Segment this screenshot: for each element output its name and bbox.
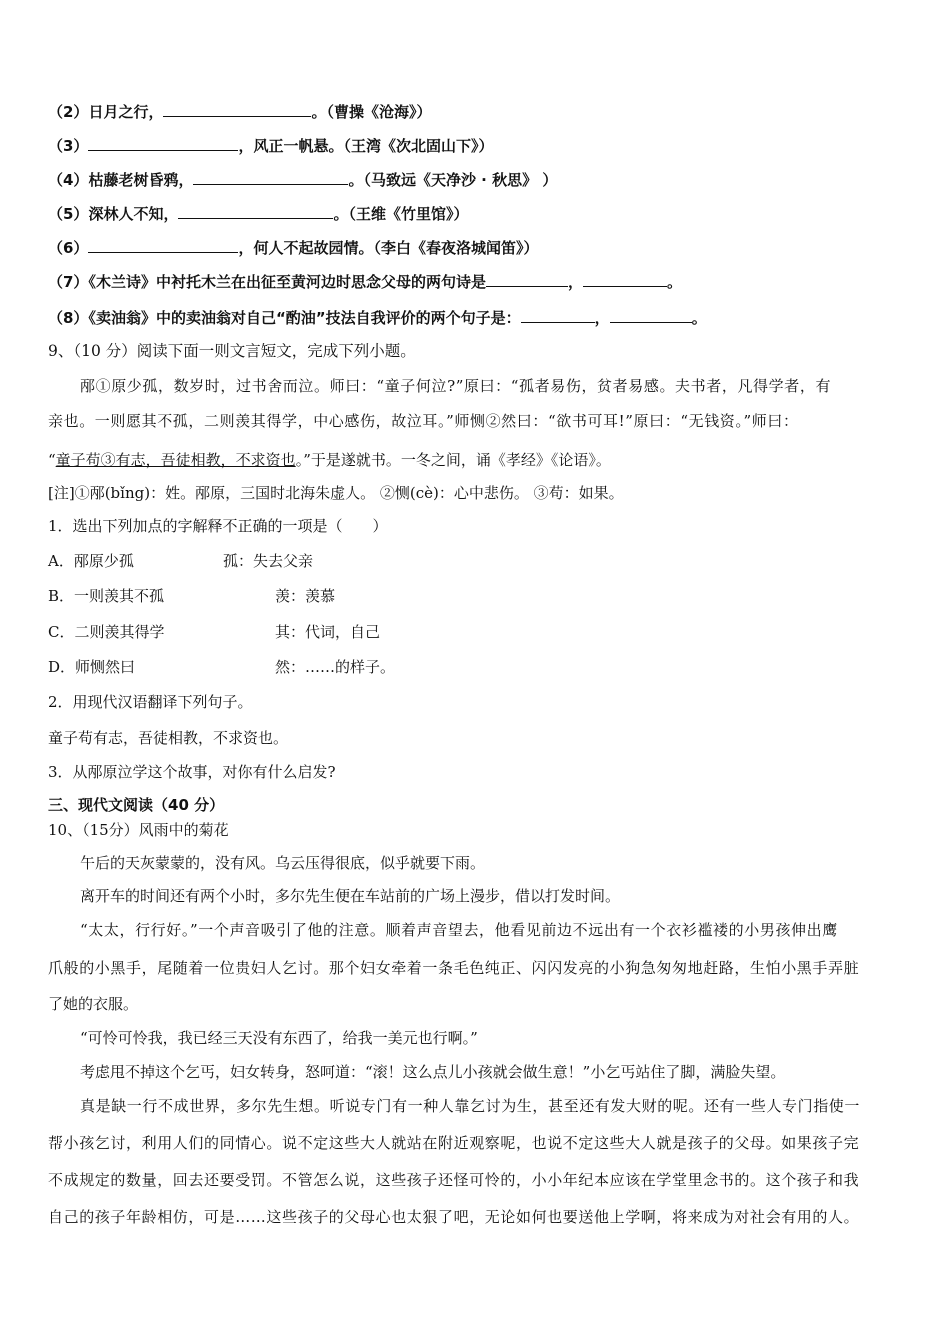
- story-paragraph-cont: 爪般的小黑手，尾随着一位贵妇人乞讨。那个妇女牵着一条毛色纯正、闪闪发亮的小狗急匆匆地赶路，生怕小黑手弄脏: [48, 959, 860, 977]
- story-paragraph: 考虑甩不掉这个乞丐，妇女转身，怒呵道：“滚！这么点儿小孩就会做生意！”小乞丐站住了脚，满脸失望。: [80, 1063, 786, 1081]
- q9-passage-line-3: “童子苟③有志，吾徒相教，不求资也。”于是遂就书。一冬之间，诵《孝经》《论语》。: [48, 451, 611, 469]
- option-a[interactable]: A．邴原少孤 孤：失去父亲: [48, 552, 314, 570]
- answer-blank[interactable]: [88, 136, 238, 151]
- fill-in-3: （3） ，风正一帆悬。（王湾《次北固山下》）: [48, 137, 494, 155]
- answer-blank[interactable]: [486, 272, 568, 287]
- story-paragraph: 真是缺一行不成世界，多尔先生想。听说专门有一种人靠乞讨为生，甚至还有发大财的呢。还有一些人专门指使一: [80, 1097, 861, 1115]
- fill-in-8: （8）《卖油翁》中的卖油翁对自己“酌油”技法自我评价的两个句子是： ， 。: [48, 309, 707, 327]
- story-paragraph: 离开车的时间还有两个小时，多尔先生便在车站前的广场上漫步，借以打发时间。: [80, 887, 621, 905]
- q9-title: 9、（10 分）阅读下面一则文言短文，完成下列小题。: [48, 342, 416, 360]
- answer-blank[interactable]: [521, 308, 595, 323]
- story-paragraph: “太太，行行好。”一个声音吸引了他的注意。顺着声音望去，他看见前边不远出有一个衣衫褴褛的小男孩伸出鹰: [80, 921, 838, 939]
- q10-title: 10、（15分）风雨中的菊花: [48, 821, 229, 839]
- option-d[interactable]: D．师恻然曰 然：……的样子。: [48, 658, 396, 676]
- q9-passage-line-1: 邴①原少孤，数岁时，过书舍而泣。师曰：“童子何泣?”原曰：“孤者易伤，贫者易感。夫书者，凡得学者，有: [80, 377, 832, 395]
- q9-annotation: [注]①邴(bǐng)：姓。邴原，三国时北海朱虚人。 ②恻(cè)：心中悲伤。 ③苟：如果。: [48, 484, 624, 502]
- story-paragraph-cont: 了她的衣服。: [48, 995, 139, 1013]
- q9-sub-question-3: 3．从邴原泣学这个故事，对你有什么启发?: [48, 763, 336, 781]
- answer-blank[interactable]: [163, 102, 311, 117]
- story-paragraph: 午后的天灰蒙蒙的，没有风。乌云压得很底，似乎就要下雨。: [80, 854, 486, 872]
- answer-blank[interactable]: [178, 204, 333, 219]
- story-paragraph: “可怜可怜我，我已经三天没有东西了，给我一美元也行啊。”: [80, 1029, 478, 1047]
- option-c[interactable]: C．二则羡其得学 其：代词，自己: [48, 623, 381, 641]
- answer-blank[interactable]: [193, 170, 348, 185]
- fill-in-4: （4）枯藤老树昏鸦， 。（马致远《天净沙 · 秋思》 ）: [48, 171, 558, 189]
- option-b[interactable]: B．一则羡其不孤 羡：羡慕: [48, 587, 336, 605]
- answer-blank[interactable]: [610, 308, 692, 323]
- q9-passage-line-2: 亲也。一则愿其不孤，二则羡其得学，中心感伤，故泣耳。”师恻②然曰：“欲书可耳!”原曰：“无钱资。”师曰：: [48, 412, 799, 430]
- story-paragraph-cont: 帮小孩乞讨，利用人们的同情心。说不定这些大人就站在附近观察呢，也说不定这些大人就是孩子的父母。如果孩子完: [48, 1134, 860, 1152]
- fill-in-2: （2）日月之行， 。（曹操《沧海》）: [48, 103, 432, 121]
- section-heading: 三、现代文阅读（40 分）: [48, 796, 225, 814]
- underlined-sentence: 童子苟③有志，吾徒相教，不求资也: [55, 451, 296, 469]
- story-paragraph-cont: 自己的孩子年龄相仿，可是……这些孩子的父母心也太狠了吧，无论如何也要送他上学啊，将来成为对社会有用的人。: [48, 1208, 860, 1226]
- fill-in-7: （7）《木兰诗》中衬托木兰在出征至黄河边时思念父母的两句诗是 ， 。: [48, 273, 682, 291]
- story-paragraph-cont: 不成规定的数量，回去还要受罚。不管怎么说，这些孩子还怪可怜的，小小年纪本应该在学堂里念书的。这个孩子和我: [48, 1171, 860, 1189]
- q9-sub-question-1: 1．选出下列加点的字解释不正确的一项是（ ）: [48, 517, 388, 535]
- q9-sub-question-2: 2．用现代汉语翻译下列句子。: [48, 693, 253, 711]
- fill-in-5: （5）深林人不知， 。（王维《竹里馆》）: [48, 205, 469, 223]
- answer-blank[interactable]: [88, 238, 238, 253]
- translation-sentence: 童子苟有志，吾徒相教，不求资也。: [48, 729, 289, 747]
- fill-in-6: （6） ，何人不起故园情。（李白《春夜洛城闻笛》）: [48, 239, 539, 257]
- answer-blank[interactable]: [583, 272, 667, 287]
